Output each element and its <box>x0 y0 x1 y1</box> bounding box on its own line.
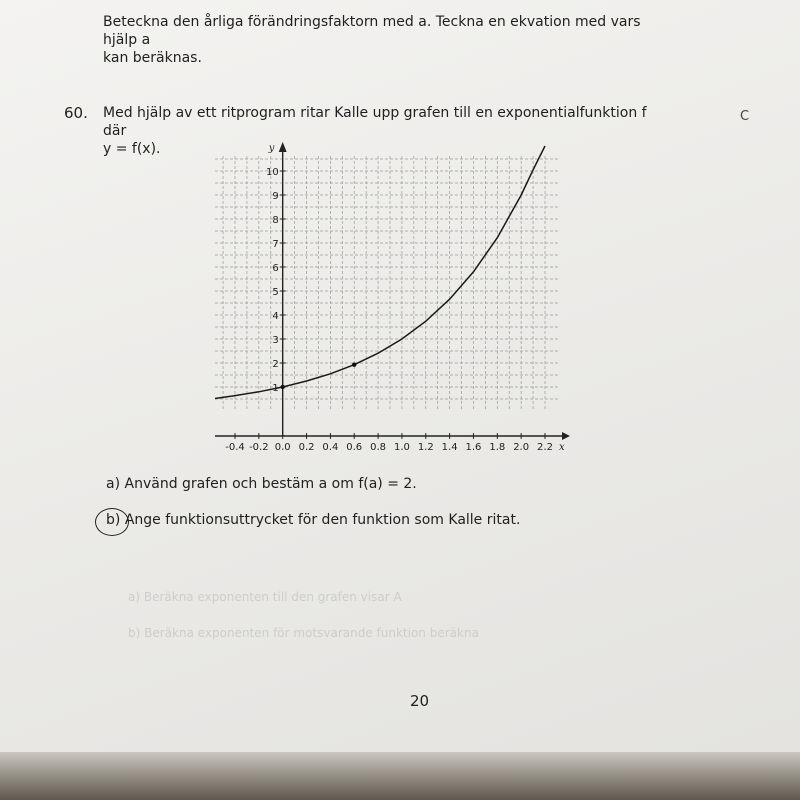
show-through-text-2: b) Beräkna exponenten för motsvarande funktion beräkna <box>128 626 479 640</box>
x-tick-label: 0,4 <box>322 442 339 450</box>
x-axis-label: x <box>559 442 565 450</box>
question-line-1: Med hjälp av ett ritprogram ritar Kalle upp grafen till en exponentialfunktion f där <box>103 105 647 139</box>
show-through-text-1: a) Beräkna exponenten till den grafen visar A <box>128 590 402 604</box>
intro-line-1: Beteckna den årliga förändringsfaktorn med a. Teckna en ekvation med vars hjälp a <box>103 14 641 48</box>
subquestion-a-label: a) <box>106 476 121 492</box>
x-tick-label: 1,4 <box>441 442 458 450</box>
y-tick-label: 7 <box>272 239 279 250</box>
subquestion-a <box>106 475 417 493</box>
y-axis-arrow <box>279 142 287 152</box>
x-tick-label: 1,2 <box>417 442 434 450</box>
y-tick-label: 5 <box>272 287 279 298</box>
question-number: 60. <box>64 104 88 122</box>
subquestion-b-label: b) <box>106 512 121 528</box>
x-tick-label: 0,0 <box>274 442 291 450</box>
marked-point <box>280 385 284 389</box>
x-tick-label: 0,2 <box>298 442 315 450</box>
x-tick-label: -0,4 <box>225 442 245 450</box>
y-tick-label: 3 <box>272 335 279 346</box>
y-tick-label: 9 <box>272 191 279 202</box>
y-tick-label: 8 <box>272 215 279 226</box>
subquestion-b-text: Ange funktionsuttrycket för den funktion som Kalle ritat. <box>124 512 521 528</box>
difficulty-level: C <box>740 109 750 124</box>
y-tick-label: 10 <box>265 167 279 178</box>
exponential-curve <box>215 146 545 399</box>
intro-text <box>103 13 663 67</box>
intro-line-2: kan beräknas. <box>103 50 202 66</box>
page-number: 20 <box>410 692 430 710</box>
x-tick-label: 0,6 <box>346 442 363 450</box>
y-tick-label: 1 <box>272 383 279 394</box>
subquestion-b <box>106 511 520 529</box>
marked-point <box>352 362 356 366</box>
x-tick-label: -0,2 <box>249 442 269 450</box>
y-tick-label: 4 <box>272 311 279 322</box>
y-tick-label: 6 <box>272 263 279 274</box>
x-tick-label: 1,6 <box>465 442 482 450</box>
y-axis-label: y <box>268 143 275 154</box>
x-tick-label: 2,2 <box>537 442 553 450</box>
x-tick-label: 1,8 <box>489 442 506 450</box>
x-tick-label: 2,0 <box>513 442 530 450</box>
question-line-2: y = f(x). <box>103 141 161 157</box>
x-tick-label: 0,8 <box>370 442 387 450</box>
exponential-graph <box>210 140 570 450</box>
y-tick-label: 2 <box>272 359 279 370</box>
table-surface <box>0 752 800 800</box>
x-axis-arrow <box>562 432 570 440</box>
x-tick-label: 1,0 <box>393 442 410 450</box>
subquestion-a-text: Använd grafen och bestäm a om f(a) = 2. <box>124 476 417 492</box>
